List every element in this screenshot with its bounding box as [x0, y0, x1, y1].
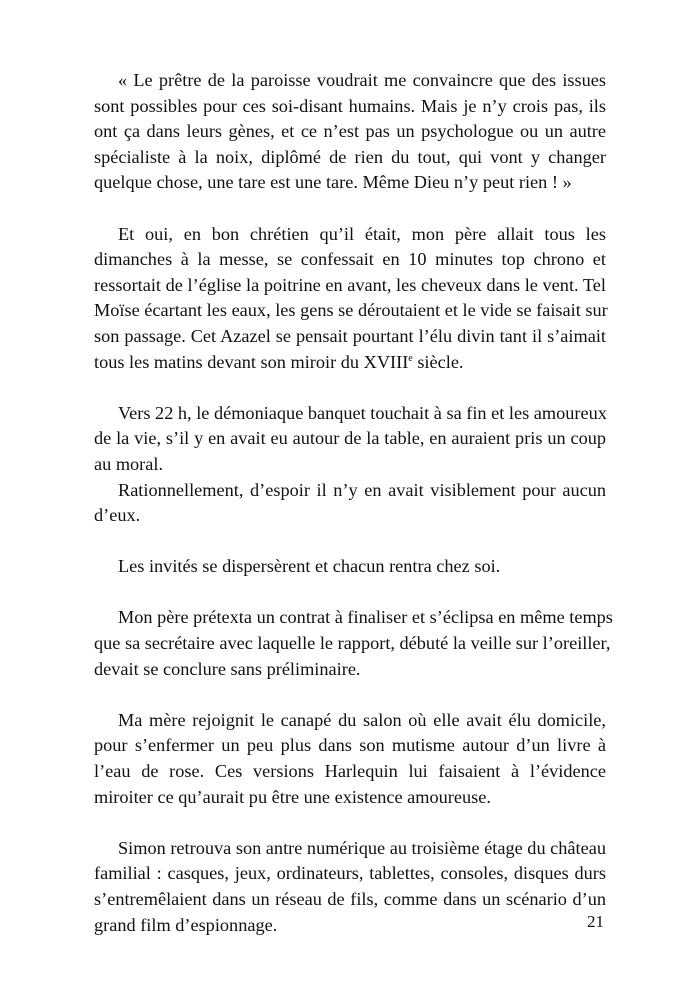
paragraph-spacer [94, 580, 606, 606]
paragraph-7 [94, 708, 606, 810]
text-line: « Le prêtre de la paroisse voudrait me convaincre que des issues [118, 70, 606, 90]
paragraph-8 [94, 836, 606, 938]
text-line: Rationnellement, d’espoir il n’y en avait visiblement pour aucun [118, 479, 606, 500]
paragraph-spacer [94, 196, 606, 222]
text-line: dimanches à la messe, se confessait en 10 minutes top chrono et [94, 249, 606, 270]
text-line: familial : casques, jeux, ordinateurs, tablettes, consoles, disques durs [94, 863, 606, 884]
paragraph-1 [94, 68, 606, 196]
paragraph-spacer [94, 810, 606, 836]
book-page [94, 68, 613, 938]
paragraph-spacer [94, 529, 606, 555]
text-line: grand film d’espionnage. [94, 914, 278, 935]
text-line: Les invités se dispersèrent et chacun rentra chez soi. [118, 556, 501, 577]
paragraph-6 [94, 605, 613, 682]
paragraph-2 [94, 222, 606, 376]
text-line: Et oui, en bon chrétien qu’il était, mon père allait tous les [118, 223, 606, 244]
text-line: l’eau de rose. Ces versions Harlequin lui faisaient à l’évidence [94, 761, 606, 782]
paragraph-spacer [94, 375, 606, 401]
text-line: d’eux. [94, 505, 141, 526]
text-line: Ma mère rejoignit le canapé du salon où elle avait élu domicile, [118, 709, 606, 730]
text-fragment: siècle. [412, 351, 464, 372]
text-line: Moïse écartant les eaux, les gens se déroutaient et le vide se faisait sur [94, 300, 608, 321]
paragraph-3 [94, 401, 606, 478]
text-line: que sa secrétaire avec laquelle le rapport, débuté la veille sur l’oreiller, [94, 633, 611, 654]
text-line-with-superscript [94, 350, 606, 376]
paragraph-4 [94, 478, 606, 529]
text-line: Mon père prétexta un contrat à finaliser et s’éclipsa en même temps [118, 607, 613, 628]
text-fragment: tous les matins devant son miroir du XVIII [94, 351, 409, 372]
paragraph-5 [94, 554, 606, 580]
paragraph-spacer [94, 682, 606, 708]
text-line: quelque chose, une tare est une tare. Même Dieu n’y peut rien ! » [94, 172, 572, 193]
page-number: 21 [587, 912, 604, 931]
text-line: miroiter ce qu’aurait pu être une existence amoureuse. [94, 786, 491, 807]
text-line: sont possibles pour ces soi-disant humains. Mais je n’y crois pas, ils [94, 95, 606, 116]
text-line: Vers 22 h, le démoniaque banquet touchait à sa fin et les amoureux [118, 402, 607, 423]
text-line: son passage. Cet Azazel se pensait pourtant l’élu divin tant il s’aimait [94, 325, 606, 346]
text-line: pour s’enfermer un peu plus dans son mutisme autour d’un livre à [94, 735, 606, 756]
text-line: Simon retrouva son antre numérique au troisième étage du château [118, 837, 606, 858]
text-line: spécialiste à la noix, diplômé de rien du tout, qui vont y changer [94, 146, 606, 167]
text-line: ont ça dans leurs gènes, et ce n’est pas un psychologue ou un autre [94, 121, 606, 142]
text-line: s’entremêlaient dans un réseau de fils, comme dans un scénario d’un [94, 889, 606, 909]
text-line: de la vie, s’il y en avait eu autour de la table, en auraient pris un coup [94, 428, 606, 449]
superscript: e [408, 352, 413, 364]
text-line: ressortait de l’église la poitrine en avant, les cheveux dans le vent. Tel [94, 274, 606, 295]
text-line: au moral. [94, 453, 164, 474]
text-line: devait se conclure sans préliminaire. [94, 658, 361, 679]
